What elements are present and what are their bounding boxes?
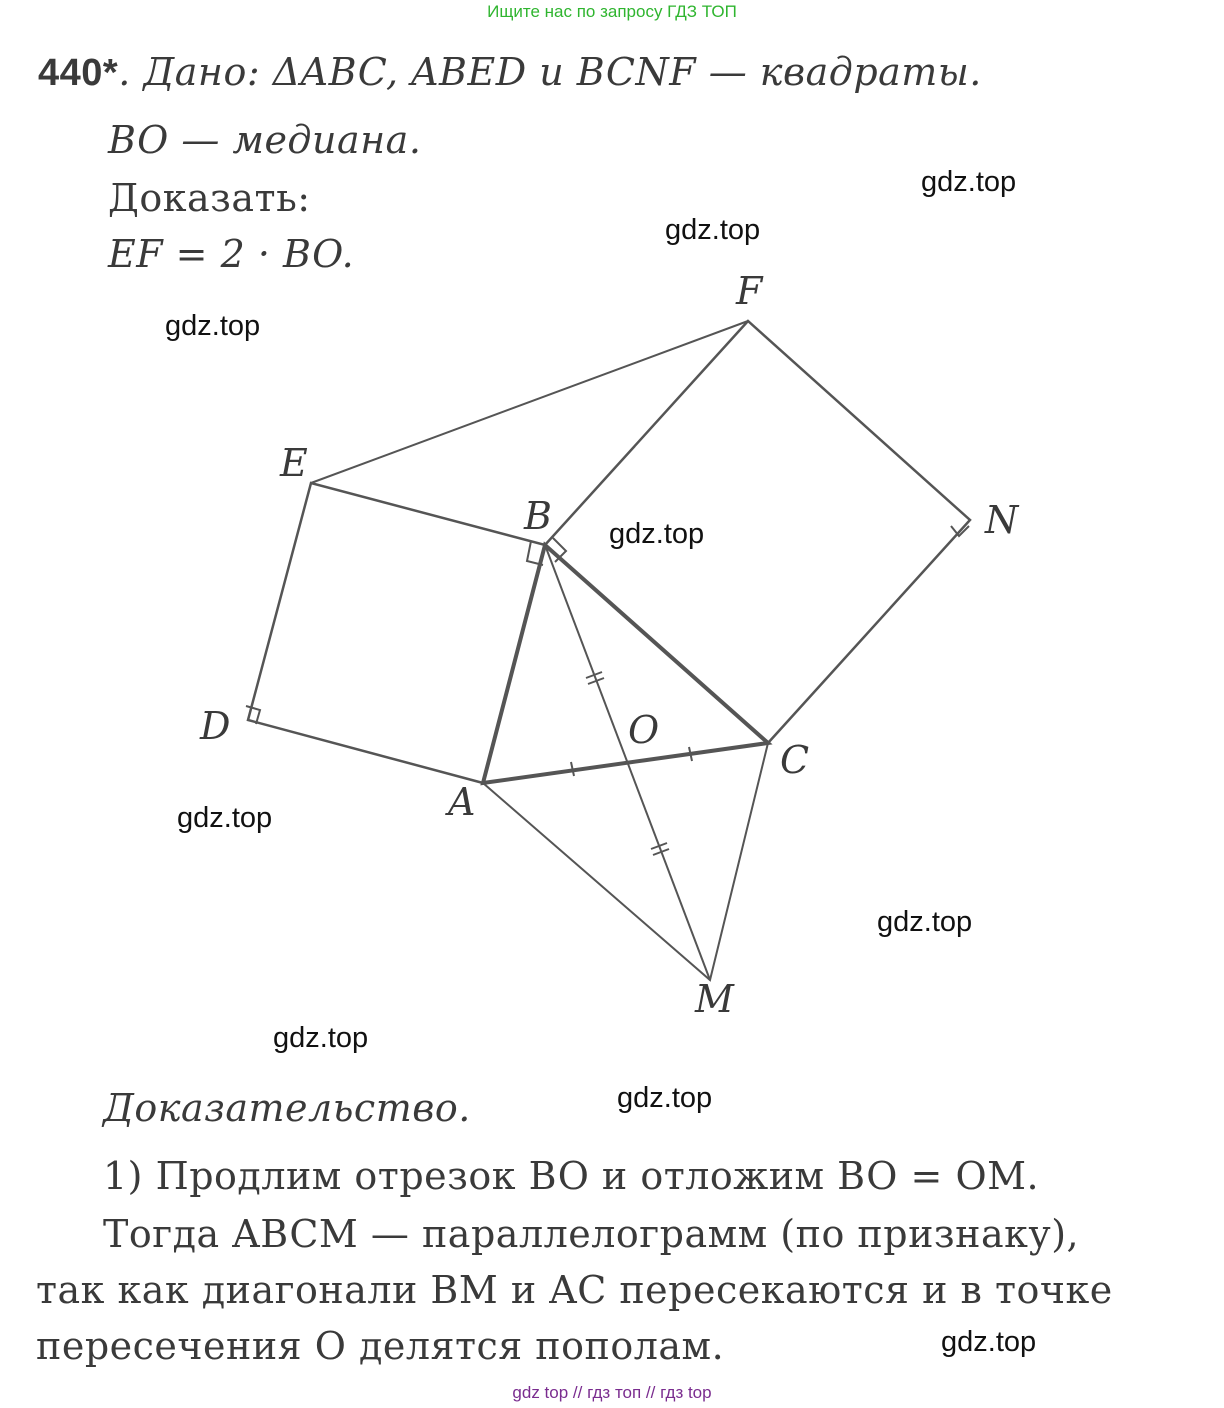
prove-text: EF = 2 · BO. [108, 232, 355, 276]
watermark: gdz.top [165, 310, 261, 342]
triangle-ABC [483, 545, 768, 783]
label-N: N [985, 498, 1019, 542]
proof-line-1: 1) Продлим отрезок BO и отложим BO = OM. [103, 1154, 1040, 1198]
proof-line-4: пересечения O делятся пополам. [36, 1324, 725, 1368]
watermark: gdz.top [617, 1082, 713, 1114]
given-label: . Дано: [118, 50, 261, 94]
watermark: gdz.top [941, 1326, 1037, 1358]
watermark: gdz.top [665, 214, 761, 246]
proof-heading: Доказательство. [103, 1086, 471, 1130]
diagonal-BM [545, 545, 710, 980]
right-angle-B2 [553, 538, 566, 562]
watermark: gdz.top [921, 166, 1017, 198]
label-B: B [524, 494, 552, 538]
watermark: gdz.top [177, 802, 273, 834]
proof-line-3: так как диагонали BM и AC пересекаются и в точке [36, 1268, 1113, 1312]
problem-number: 440* [38, 52, 119, 94]
label-D: D [200, 704, 231, 748]
prove-label: Доказать: [108, 176, 311, 220]
watermark: gdz.top [273, 1022, 369, 1054]
label-C: C [780, 738, 810, 782]
search-banner[interactable]: Ищите нас по запросу ГДЗ ТОП [487, 2, 737, 21]
watermark: gdz.top [609, 518, 705, 550]
footer-links[interactable]: gdz top // гдз топ // гдз top [512, 1383, 712, 1402]
given-text: ΔABC, ABED и BCNF — квадраты. [260, 50, 982, 94]
label-E: E [280, 441, 308, 485]
label-M: M [695, 977, 734, 1021]
label-A: A [448, 780, 476, 824]
label-O: O [628, 708, 660, 752]
proof-line-2: Тогда ABCM — параллелограмм (по признаку), [103, 1212, 1080, 1256]
segment-EF [311, 321, 748, 483]
watermark: gdz.top [877, 906, 973, 938]
label-F: F [736, 269, 763, 313]
median-line: BO — медиана. [108, 118, 422, 162]
